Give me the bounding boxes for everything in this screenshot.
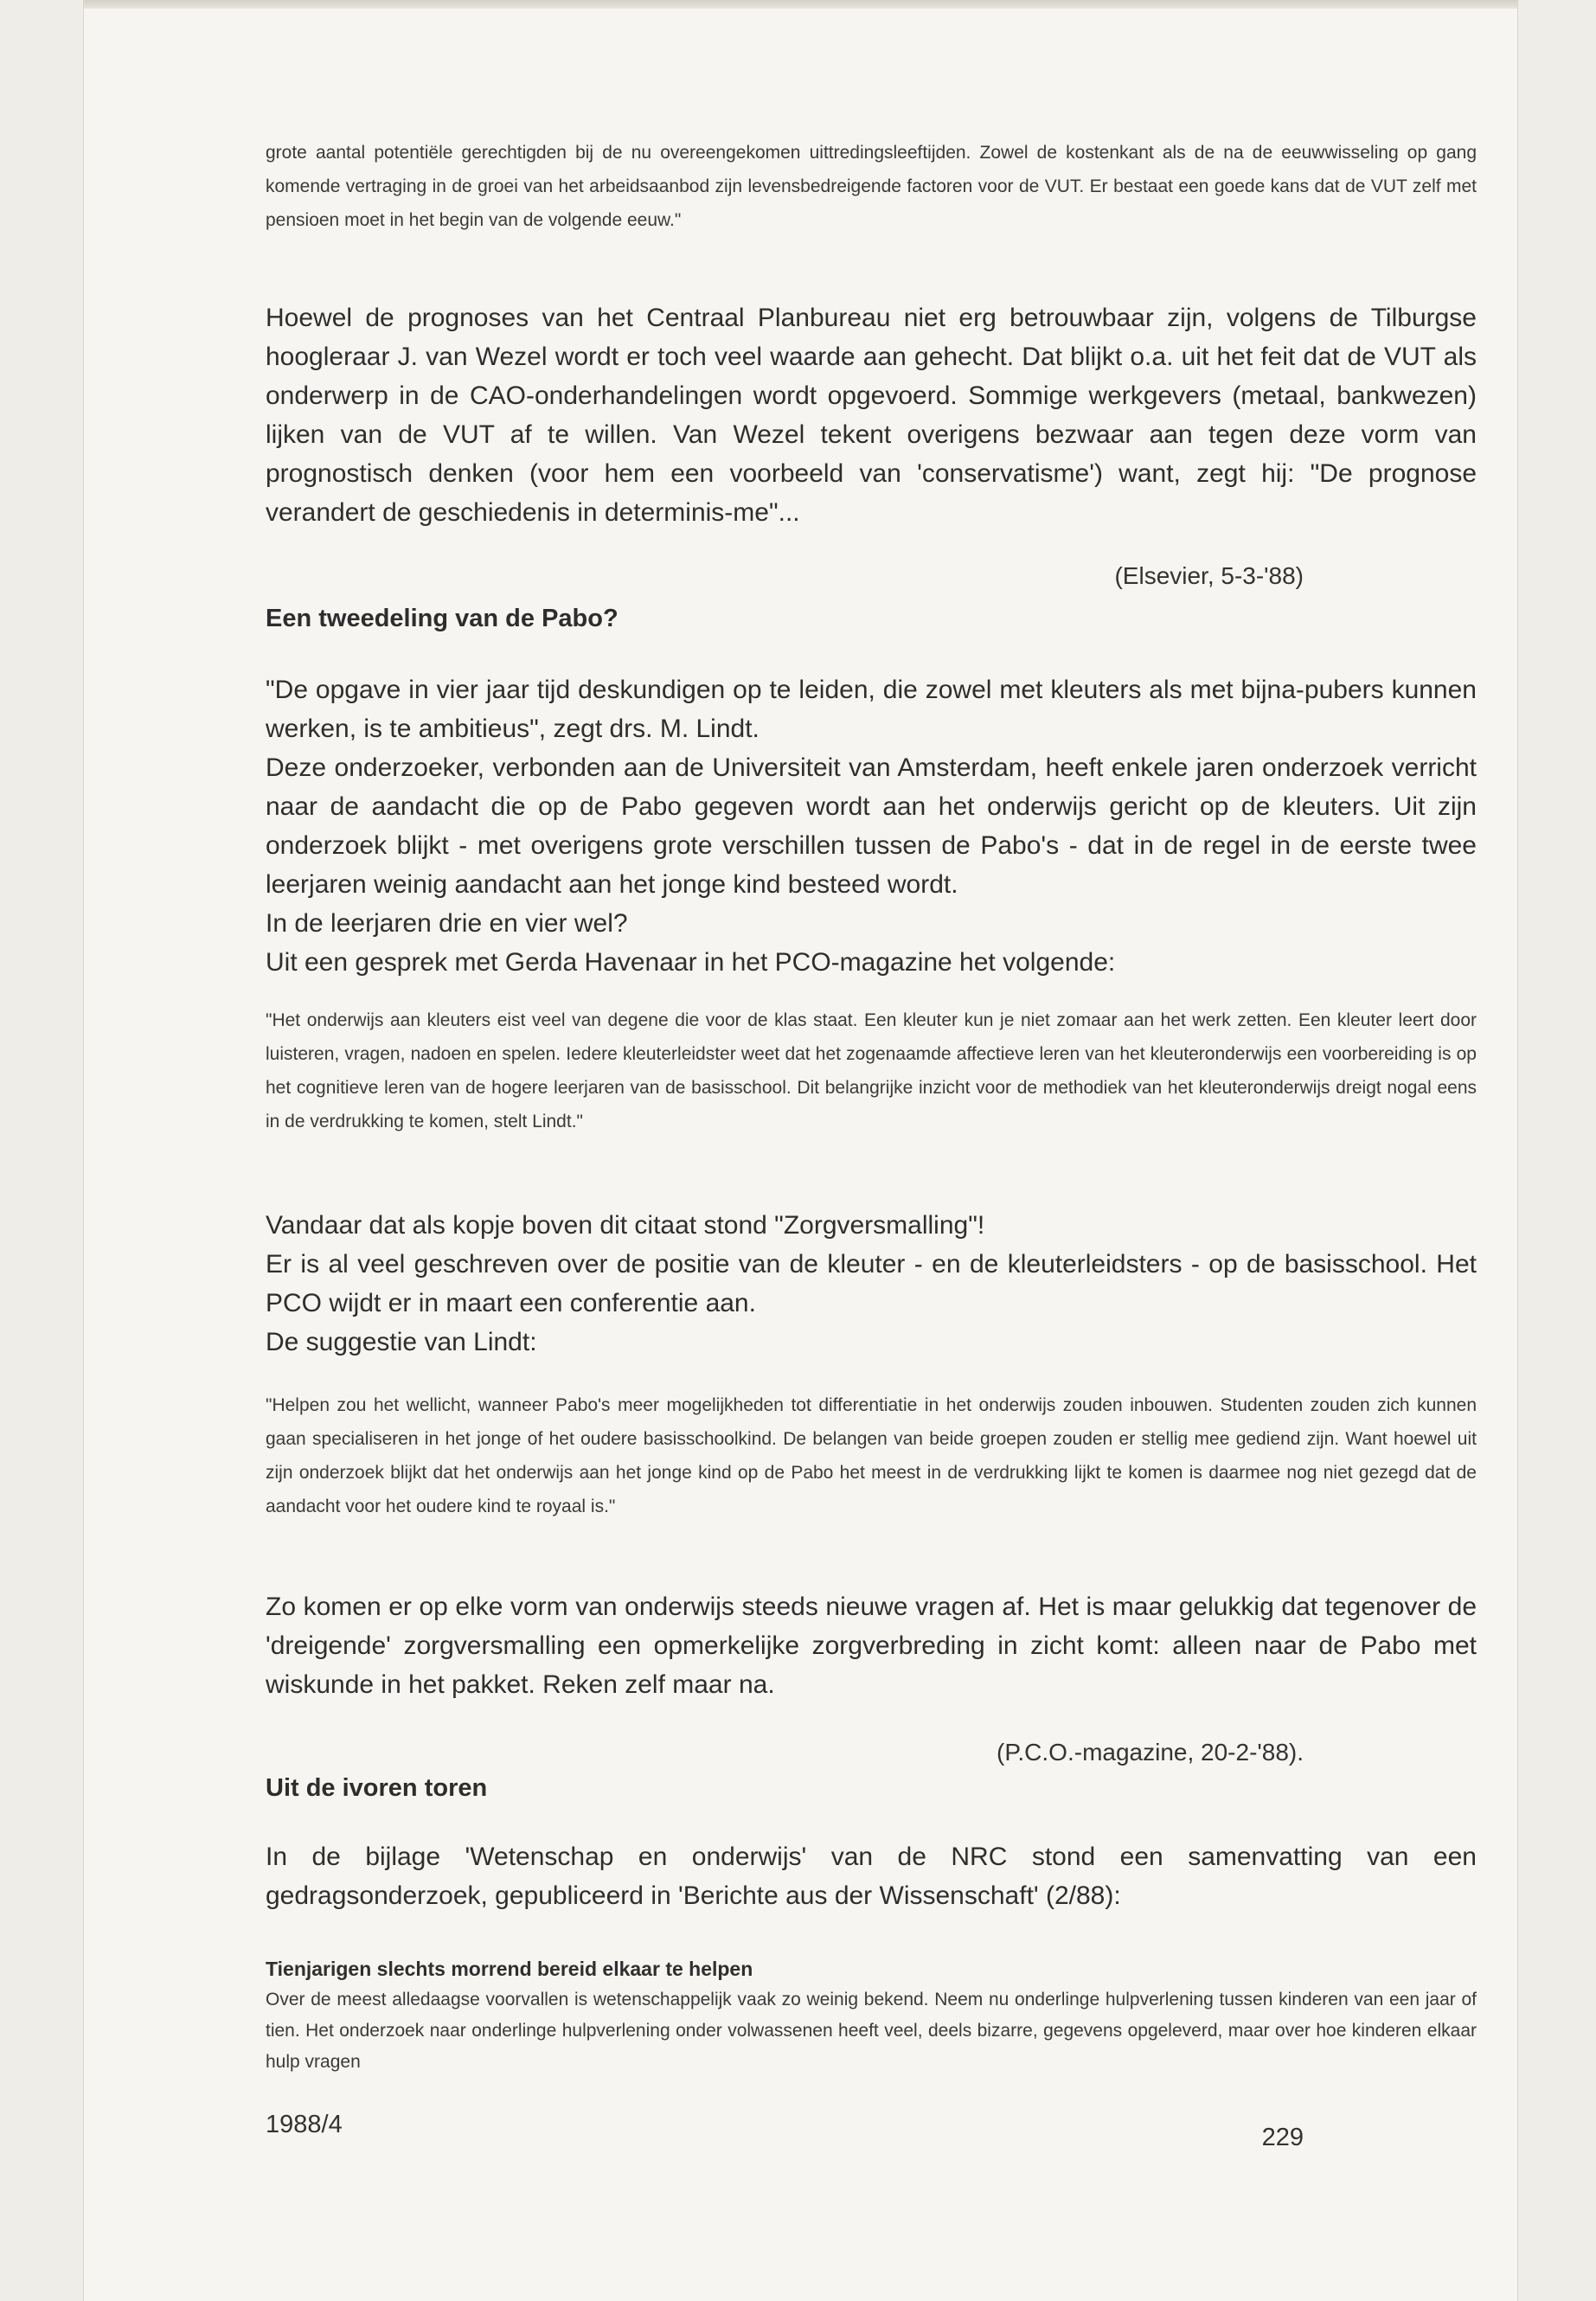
article-paragraph-7: Er is al veel geschreven over de positie van de kleuter - en de kleuterleidsters - op de basisschool. Het PCO wijdt er in maart een conferentie aan. xyxy=(266,1250,1477,1317)
pabo-section xyxy=(266,670,1477,982)
opening-paragraph: grote aantal potentiële gerechtigden bij de nu overeengekomen uittredingsleeftijden. Zowel de kostenkant als de na de eeuwwisseling op gang komende vertraging in de groei van het arbeidsaanbod zijn levensbedreigende factoren voor de VUT. Er bestaat een goede kans dat de VUT zelf met pensioen moet in het begin van de volgende eeuw." xyxy=(266,143,1477,230)
quote-block-1: "Het onderwijs aan kleuters eist veel van degene die voor de klas staat. Een kleuter kun je niet zomaar aan het werk zetten. Een kleuter leert door luisteren, vragen, nadoen en spelen. Iedere kleuterleidster weet dat het zogenaamde affectieve leren van het kleuteronderwijs een voorbereiding is op het cognitieve leren van de hogere leerjaren van de basisschool. Dit belangrijke inzicht voor de methodiek van het kleuteronderwijs dreigt nogal eens in de verdrukking te komen, stelt Lindt." xyxy=(266,1010,1477,1131)
article-paragraph-4: In de leerjaren drie en vier wel? xyxy=(266,909,628,938)
document-page xyxy=(84,0,1517,2301)
article-paragraph-5: Uit een gesprek met Gerda Havenaar in het PCO-magazine het volgende: xyxy=(266,948,1116,977)
research-subheading: Tienjarigen slechts morrend bereid elkaar te helpen xyxy=(266,1958,753,1980)
citation-elsevier: (Elsevier, 5-3-'88) xyxy=(1114,562,1304,589)
quote-block-2: "Helpen zou het wellicht, wanneer Pabo's meer mogelijkheden tot differentiatie in het onderwijs zouden inbouwen. Studenten zouden zich kunnen gaan specialiseren in het jonge of het oudere basisschoolkind. De belangen van beide groepen zouden er stellig mee gediend zijn. Want hoewel uit zijn onderzoek blijkt dat het onderwijs aan het jonge kind op de Pabo het meest in de verdrukking lijkt te komen is daarmee nog niet gezegd dat de aandacht voor het oudere kind te royaal is." xyxy=(266,1395,1477,1516)
top-page-edge xyxy=(84,0,1517,9)
article-paragraph-3: Deze onderzoeker, verbonden aan de Universiteit van Amsterdam, heeft enkele jaren onderzoek verricht naar de aandacht die op de Pabo gegeven wordt aan het onderwijs gericht op de kleuters. Uit zijn onderzoek blijkt - met overigens grote verschillen tussen de Pabo's - dat in de regel in de eerste twee leerjaren weinig aandacht aan het jonge kind besteed wordt. xyxy=(266,753,1477,899)
heading-ivoren-toren: Uit de ivoren toren xyxy=(266,1774,488,1802)
research-summary xyxy=(266,1953,1477,2078)
article-paragraph-2: "De opgave in vier jaar tijd deskundigen op te leiden, die zowel met kleuters als met bijna-pubers kunnen werken, is te ambitieus", zegt drs. M. Lindt. xyxy=(266,676,1477,743)
article-paragraph-1: Hoewel de prognoses van het Centraal Planbureau niet erg betrouwbaar zijn, volgens de Tilburgse hoogleraar J. van Wezel wordt er toch veel waarde aan gehecht. Dat blijkt o.a. uit het feit dat de VUT als onderwerp in de CAO-onderhandelingen wordt opgevoerd. Sommige werkgevers (metaal, bankwezen) lijken van de VUT af te willen. Van Wezel tekent overigens bezwaar aan tegen deze vorm van prognostisch denken (voor hem een voorbeeld van 'conservatisme') want, zegt hij: "De prognose verandert de geschiedenis in determinis-me"... xyxy=(266,304,1477,527)
article-paragraph-10: In de bijlage 'Wetenschap en onderwijs' van de NRC stond een samenvatting van een gedragsonderzoek, gepubliceerd in 'Berichte aus der Wissenschaft' (2/88): xyxy=(266,1843,1477,1910)
issue-label: 1988/4 xyxy=(266,2111,343,2138)
closing-paragraph: Over de meest alledaagse voorvallen is wetenschappelijk vaak zo weinig bekend. Neem nu onderlinge hulpverlening tussen kinderen van een jaar of tien. Het onderzoek naar onderlinge hulpverlening onder volwassenen heeft veel, deels bizarre, gegevens opgeleverd, maar over hoe kinderen elkaar hulp vragen xyxy=(266,1990,1477,2072)
citation-pco-magazine: (P.C.O.-magazine, 20-2-'88). xyxy=(997,1739,1304,1766)
article-paragraph-6: Vandaar dat als kopje boven dit citaat stond "Zorgversmalling"! xyxy=(266,1211,985,1240)
follow-up-section xyxy=(266,1206,1477,1362)
article-paragraph-8: De suggestie van Lindt: xyxy=(266,1328,537,1356)
page-number: 229 xyxy=(1261,2124,1304,2151)
heading-pabo: Een tweedeling van de Pabo? xyxy=(266,605,619,632)
article-paragraph-9: Zo komen er op elke vorm van onderwijs steeds nieuwe vragen af. Het is maar gelukkig dat tegenover de 'dreigende' zorgversmalling een opmerkelijke zorgverbreding in zicht komt: alleen naar de Pabo met wiskunde in het pakket. Reken zelf maar na. xyxy=(266,1593,1477,1699)
